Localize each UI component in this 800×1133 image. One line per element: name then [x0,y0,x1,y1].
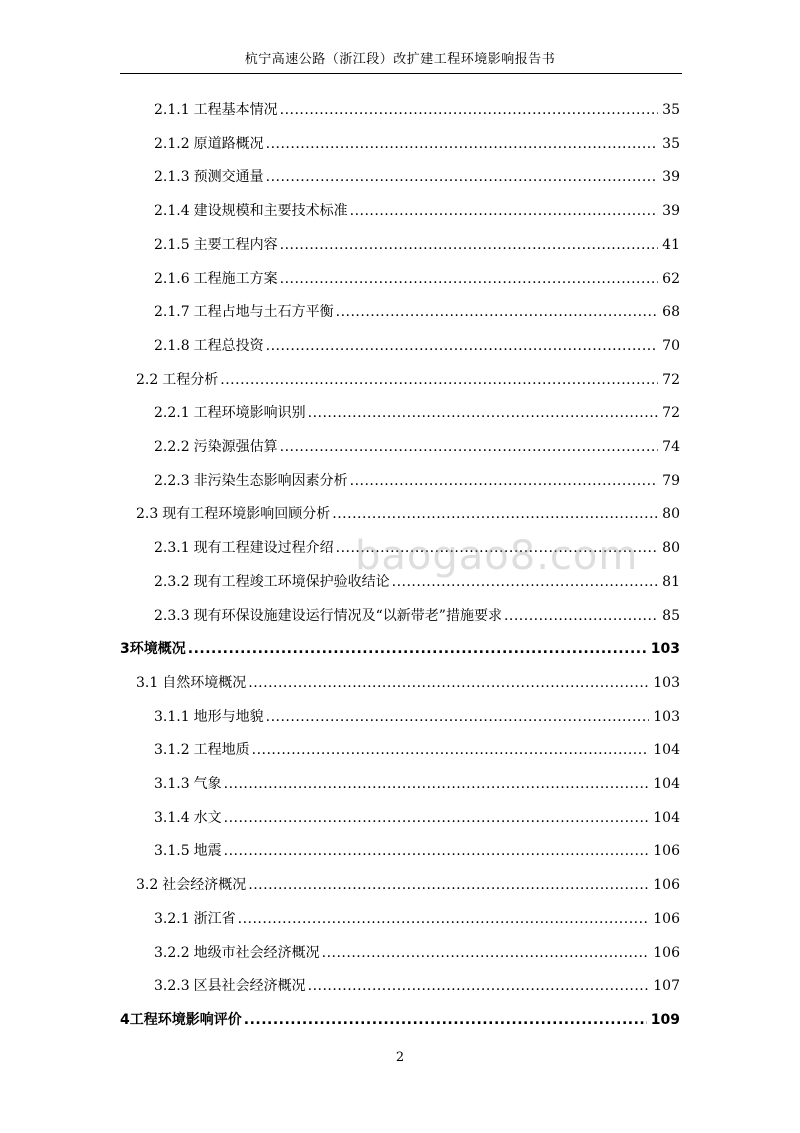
toc-entry-page: 68 [662,304,680,321]
toc-entry[interactable] [120,133,680,155]
toc-entry-title: 主要工程内容 [193,236,278,253]
toc-entry[interactable] [120,369,680,391]
toc-entry-number: 4 [120,1011,130,1028]
toc-entry-title: 污染源强估算 [193,439,278,455]
toc-entry-page: 104 [653,742,680,759]
toc-entry-title: 工程施工方案 [193,270,278,287]
toc-entry-number: 2.2 [136,371,159,388]
dot-leader [266,706,650,728]
dot-leader [248,874,649,896]
toc-entry-number: 2.2.1 [154,405,190,422]
toc-entry[interactable] [120,807,680,829]
toc-entry-number: 3.2.3 [154,978,190,995]
toc-entry-number: 2.3 [136,506,159,523]
dot-leader [224,773,650,795]
toc-entry-number: 2.2.2 [154,439,190,455]
toc-entry-page: 35 [662,135,680,152]
toc-entry-title: 非污染生态影响因素分析 [193,472,348,489]
dot-leader [350,470,659,492]
toc-entry[interactable] [120,874,680,896]
toc-entry[interactable] [120,571,680,593]
toc-entry-title: 气象 [193,776,222,792]
toc-entry[interactable] [120,605,680,627]
dot-leader [280,234,659,256]
dot-leader [244,1009,647,1031]
toc-entry-number: 2.3.3 [154,607,190,624]
page-number: 2 [395,1050,405,1065]
dot-leader [188,638,647,660]
toc-entry-title: 建设规模和主要技术标准 [193,203,348,220]
toc-entry-page: 103 [650,641,680,658]
toc-entry-number: 2.1.7 [154,304,190,321]
toc-entry-page: 70 [662,337,680,354]
toc-entry-number: 2.1.5 [154,236,190,253]
toc-entry[interactable] [120,638,680,660]
toc-entry-title: 社会经济概况 [162,877,247,894]
toc-entry-page: 74 [662,439,680,455]
toc-entry-page: 106 [653,843,680,860]
toc-entry-title: 工程环境影响评价 [129,1011,242,1028]
toc-entry[interactable] [120,301,680,323]
toc-entry-number: 2.1.2 [154,135,190,152]
toc-entry-title: 地震 [193,843,222,860]
toc-entry-page: 80 [662,540,680,557]
toc-entry-title: 现有工程竣工环境保护验收结论 [193,573,390,590]
toc-entry[interactable] [120,402,680,424]
toc-entry-title: 地形与地貌 [193,708,264,725]
toc-entry-page: 103 [653,674,680,691]
toc-entry-page: 103 [653,708,680,725]
toc-entry-number: 3.2.2 [154,944,190,961]
toc-entry[interactable] [120,436,680,458]
dot-leader [336,537,659,559]
dot-leader [248,672,649,694]
toc-entry-page: 106 [653,877,680,894]
toc-entry-number: 2.2.3 [154,472,190,489]
toc-entry-title: 现有环保设施建设运行情况及“以新带老”措施要求 [193,607,502,624]
dot-leader [220,369,658,391]
toc-entry-page: 85 [662,607,680,624]
toc-entry-title: 工程分析 [162,371,219,388]
toc-entry-title: 现有工程建设过程介绍 [193,540,334,557]
dot-leader [280,99,659,121]
toc-entry-page: 81 [662,573,680,590]
toc-entry-title: 原道路概况 [193,135,264,152]
toc-entry-title: 工程基本情况 [193,102,278,118]
toc-entry[interactable] [120,739,680,761]
toc-entry-page: 80 [662,506,680,523]
toc-entry[interactable] [120,470,680,492]
toc-entry-page: 35 [662,102,680,118]
toc-entry-number: 2.1.1 [154,102,190,118]
toc-entry-title: 地级市社会经济概况 [193,944,320,961]
toc-entry-page: 72 [662,371,680,388]
toc-entry[interactable] [120,335,680,357]
toc-entry-page: 79 [662,472,680,489]
toc-entry[interactable] [120,706,680,728]
toc-entry-title: 工程总投资 [193,337,264,354]
toc-entry-title: 现有工程环境影响回顾分析 [162,506,331,523]
toc-entry-page: 106 [653,910,680,927]
toc-entry-title: 工程占地与土石方平衡 [193,304,334,321]
dot-leader [280,268,659,290]
toc-entry-number: 3.1.3 [154,776,190,792]
toc-entry-title: 工程地质 [193,742,250,759]
toc-entry-page: 104 [653,776,680,792]
toc-entry-page: 39 [662,169,680,186]
toc-entry[interactable] [120,166,680,188]
dot-leader [392,571,659,593]
toc-entry-page: 106 [653,944,680,961]
toc-entry-page: 107 [653,978,680,995]
toc-entry[interactable] [120,268,680,290]
dot-leader [252,739,650,761]
toc-entry-title: 浙江省 [193,910,236,927]
toc-entry[interactable] [120,200,680,222]
toc-entry-number: 3.1 [136,674,159,691]
toc-entry-number: 2.3.1 [154,540,190,557]
toc-entry[interactable] [120,840,680,862]
toc-entry-title: 工程环境影响识别 [193,405,306,422]
toc-entry-number: 3 [120,641,130,658]
dot-leader [336,301,659,323]
toc-entry[interactable] [120,908,680,930]
dot-leader [280,436,659,458]
dot-leader [308,402,659,424]
dot-leader [266,166,659,188]
toc-entry[interactable] [120,1009,680,1031]
toc-entry[interactable] [120,537,680,559]
toc-entry-page: 39 [662,203,680,220]
toc-entry[interactable] [120,975,680,997]
toc-entry[interactable] [120,503,680,525]
toc-entry-page: 41 [662,236,680,253]
toc-entry-title: 环境概况 [129,641,186,658]
toc-entry[interactable] [120,234,680,256]
toc-entry-number: 2.1.6 [154,270,190,287]
toc-entry-number: 3.1.2 [154,742,190,759]
toc-entry-title: 水文 [193,809,222,826]
dot-leader [504,605,658,627]
toc-entry-title: 区县社会经济概况 [193,978,306,995]
toc-entry[interactable] [120,99,680,121]
toc-entry-number: 3.1.5 [154,843,190,860]
toc-entry[interactable] [120,672,680,694]
toc-entry-number: 2.3.2 [154,573,190,590]
toc-entry-number: 3.2 [136,877,159,894]
dot-leader [350,200,659,222]
toc-entry-number: 3.2.1 [154,910,190,927]
toc-entry-number: 2.1.4 [154,203,190,220]
toc-entry-number: 2.1.8 [154,337,190,354]
dot-leader [322,942,650,964]
toc-entry-title: 自然环境概况 [162,674,247,691]
dot-leader [266,133,659,155]
toc-entry-number: 3.1.1 [154,708,190,725]
toc-entry-number: 2.1.3 [154,169,190,186]
dot-leader [266,335,659,357]
header-rule [120,73,682,74]
toc-entry[interactable] [120,773,680,795]
toc-entry-page: 109 [650,1011,680,1028]
toc-entry-page: 62 [662,270,680,287]
watermark: baogao8.com [355,533,639,579]
dot-leader [308,975,650,997]
toc-entry[interactable] [120,942,680,964]
toc-entry-number: 3.1.4 [154,809,190,826]
dot-leader [224,840,650,862]
toc-entry-page: 104 [653,809,680,826]
dot-leader [224,807,650,829]
toc-entry-title: 预测交通量 [193,169,264,186]
dot-leader [332,503,658,525]
running-header: 杭宁高速公路（浙江段）改扩建工程环境影响报告书 [244,52,556,67]
dot-leader [238,908,650,930]
toc-entry-page: 72 [662,405,680,422]
